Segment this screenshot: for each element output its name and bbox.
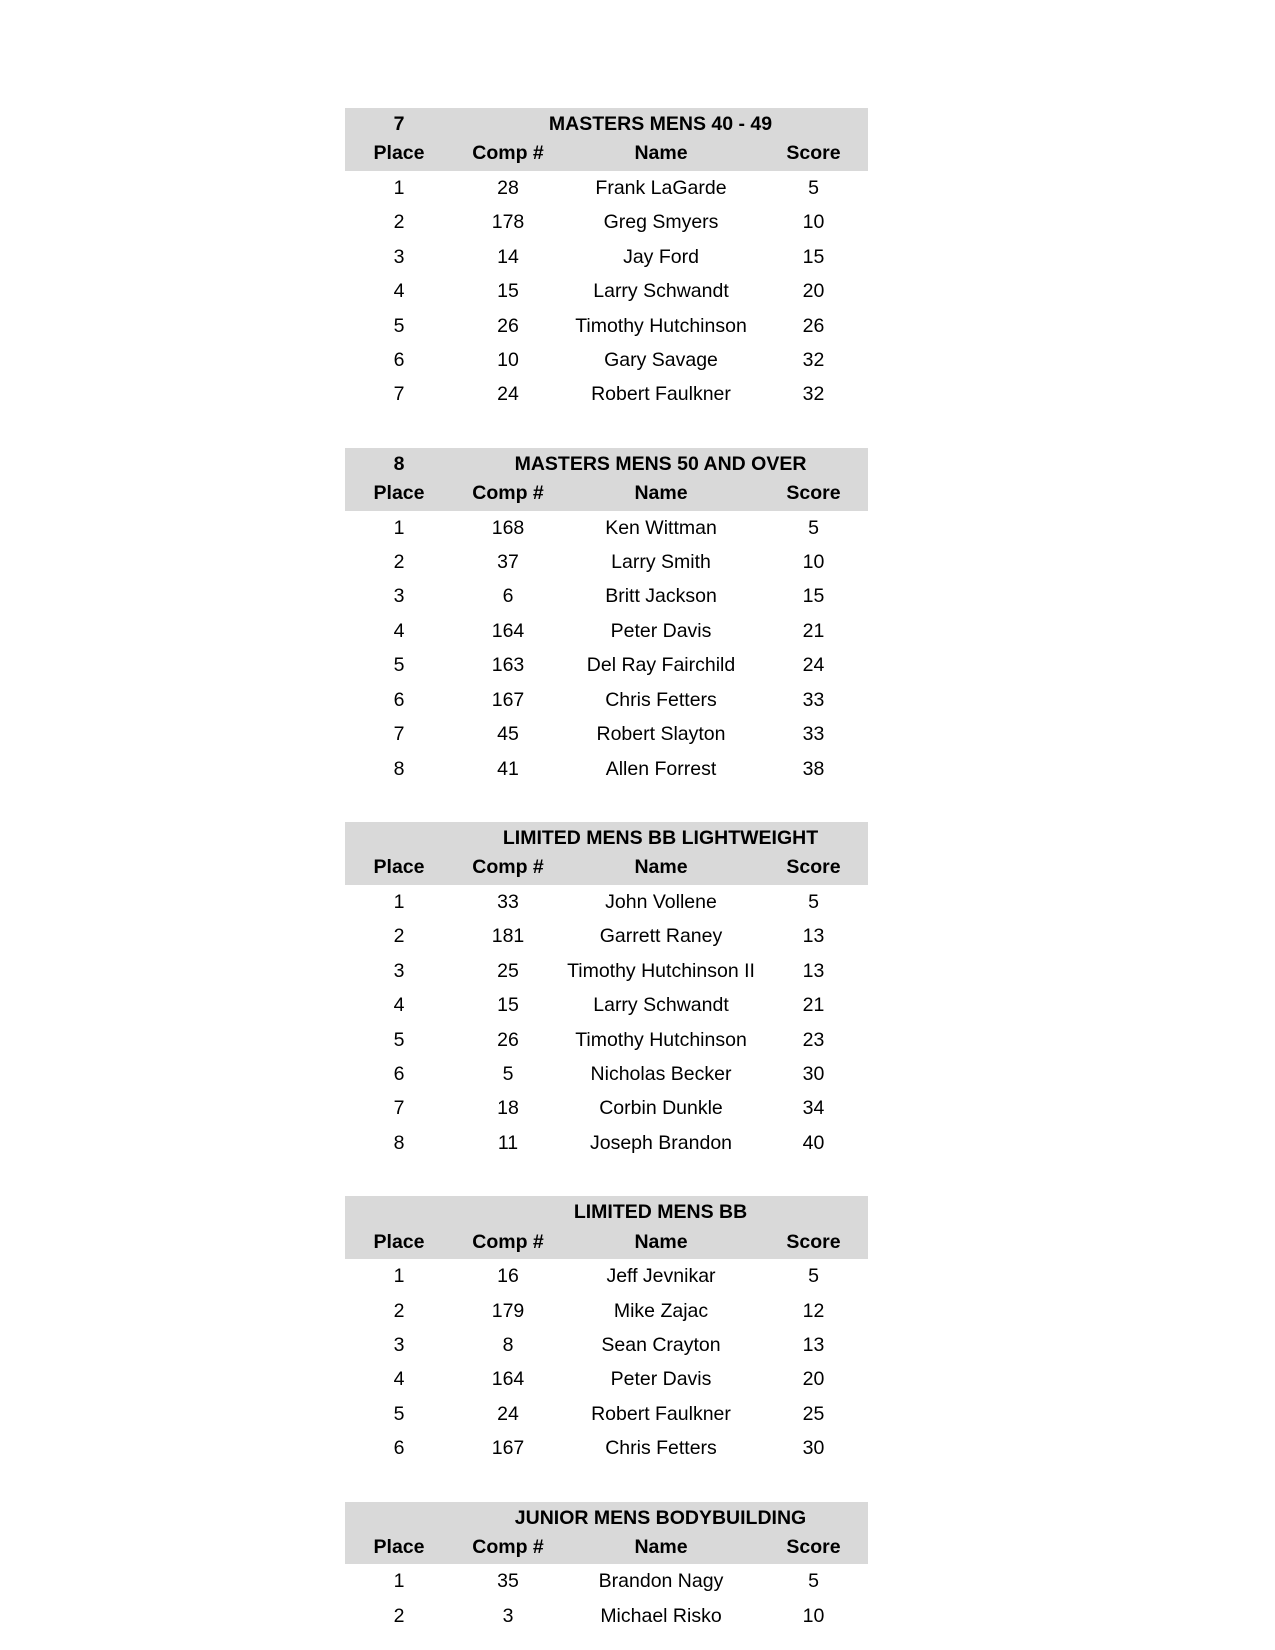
table-row: [345, 614, 868, 648]
cell-score: 33: [759, 683, 868, 717]
cell-competitor-name: Larry Schwandt: [563, 988, 759, 1022]
cell-place: 4: [345, 988, 453, 1022]
category-number: [345, 1196, 453, 1227]
cell-score: 20: [759, 1362, 868, 1396]
table-row: [345, 1126, 868, 1160]
cell-comp-number: 168: [453, 511, 563, 545]
column-header-comp: Comp #: [453, 1228, 563, 1259]
category-block: [345, 108, 868, 412]
cell-score: 5: [759, 171, 868, 205]
column-header-comp: Comp #: [453, 139, 563, 170]
cell-competitor-name: Michael Risko: [563, 1599, 759, 1633]
cell-score: 30: [759, 1057, 868, 1091]
cell-competitor-name: Chris Fetters: [563, 683, 759, 717]
cell-place: 2: [345, 1599, 453, 1633]
cell-comp-number: 163: [453, 648, 563, 682]
results-table: [345, 108, 868, 412]
category-title-row: [345, 108, 868, 139]
table-row: [345, 205, 868, 239]
cell-competitor-name: Corbin Dunkle: [563, 1091, 759, 1125]
cell-competitor-name: Frank LaGarde: [563, 171, 759, 205]
cell-score: 21: [759, 988, 868, 1022]
cell-score: 10: [759, 1599, 868, 1633]
category-title: JUNIOR MENS BODYBUILDING: [453, 1502, 868, 1533]
cell-place: 1: [345, 1564, 453, 1598]
results-table: [345, 1502, 868, 1634]
category-title: LIMITED MENS BB: [453, 1196, 868, 1227]
table-row: [345, 919, 868, 953]
cell-comp-number: 41: [453, 752, 563, 786]
cell-place: 5: [345, 309, 453, 343]
cell-comp-number: 24: [453, 1397, 563, 1431]
cell-score: 20: [759, 274, 868, 308]
cell-comp-number: 33: [453, 885, 563, 919]
cell-score: 25: [759, 1397, 868, 1431]
table-row: [345, 1362, 868, 1396]
cell-score: 10: [759, 545, 868, 579]
cell-place: 4: [345, 614, 453, 648]
table-row: [345, 511, 868, 545]
cell-comp-number: 25: [453, 954, 563, 988]
cell-comp-number: 164: [453, 1362, 563, 1396]
cell-comp-number: 6: [453, 579, 563, 613]
cell-competitor-name: Peter Davis: [563, 1362, 759, 1396]
cell-place: 6: [345, 683, 453, 717]
cell-comp-number: 28: [453, 171, 563, 205]
column-header-score: Score: [759, 1533, 868, 1564]
cell-place: 8: [345, 752, 453, 786]
cell-comp-number: 26: [453, 1023, 563, 1057]
cell-competitor-name: Robert Faulkner: [563, 377, 759, 411]
cell-competitor-name: Greg Smyers: [563, 205, 759, 239]
cell-competitor-name: Sean Crayton: [563, 1328, 759, 1362]
cell-score: 5: [759, 511, 868, 545]
cell-place: 6: [345, 1057, 453, 1091]
cell-competitor-name: Joseph Brandon: [563, 1126, 759, 1160]
table-row: [345, 377, 868, 411]
cell-competitor-name: Britt Jackson: [563, 579, 759, 613]
cell-competitor-name: Brandon Nagy: [563, 1564, 759, 1598]
cell-comp-number: 167: [453, 1431, 563, 1465]
results-table: [345, 448, 868, 786]
cell-place: 1: [345, 885, 453, 919]
category-number: [345, 822, 453, 853]
cell-score: 26: [759, 309, 868, 343]
cell-score: 12: [759, 1294, 868, 1328]
cell-score: 21: [759, 614, 868, 648]
cell-competitor-name: Jeff Jevnikar: [563, 1259, 759, 1293]
cell-competitor-name: Gary Savage: [563, 343, 759, 377]
cell-competitor-name: Allen Forrest: [563, 752, 759, 786]
cell-place: 6: [345, 343, 453, 377]
cell-comp-number: 10: [453, 343, 563, 377]
table-row: [345, 274, 868, 308]
category-block: [345, 448, 868, 786]
cell-comp-number: 18: [453, 1091, 563, 1125]
column-header-row: [345, 139, 868, 170]
table-row: [345, 1328, 868, 1362]
cell-comp-number: 14: [453, 240, 563, 274]
category-number: 8: [345, 448, 453, 479]
cell-competitor-name: Robert Slayton: [563, 717, 759, 751]
category-block: [345, 822, 868, 1160]
table-row: [345, 1023, 868, 1057]
cell-score: 40: [759, 1126, 868, 1160]
column-header-score: Score: [759, 853, 868, 884]
cell-place: 2: [345, 545, 453, 579]
cell-place: 5: [345, 1397, 453, 1431]
category-block: [345, 1502, 868, 1634]
cell-score: 34: [759, 1091, 868, 1125]
cell-place: 6: [345, 1431, 453, 1465]
cell-place: 3: [345, 954, 453, 988]
category-title-row: [345, 822, 868, 853]
cell-place: 1: [345, 511, 453, 545]
table-row: [345, 1564, 868, 1598]
cell-comp-number: 16: [453, 1259, 563, 1293]
cell-place: 5: [345, 1023, 453, 1057]
column-header-comp: Comp #: [453, 1533, 563, 1564]
cell-competitor-name: John Vollene: [563, 885, 759, 919]
table-row: [345, 579, 868, 613]
cell-competitor-name: Nicholas Becker: [563, 1057, 759, 1091]
cell-competitor-name: Jay Ford: [563, 240, 759, 274]
cell-score: 5: [759, 885, 868, 919]
cell-place: 3: [345, 1328, 453, 1362]
column-header-name: Name: [563, 853, 759, 884]
column-header-comp: Comp #: [453, 853, 563, 884]
cell-score: 15: [759, 240, 868, 274]
category-title-row: [345, 1196, 868, 1227]
cell-competitor-name: Chris Fetters: [563, 1431, 759, 1465]
table-row: [345, 343, 868, 377]
cell-place: 2: [345, 919, 453, 953]
cell-place: 2: [345, 205, 453, 239]
cell-score: 15: [759, 579, 868, 613]
cell-comp-number: 35: [453, 1564, 563, 1598]
cell-comp-number: 8: [453, 1328, 563, 1362]
cell-competitor-name: Ken Wittman: [563, 511, 759, 545]
category-number: 7: [345, 108, 453, 139]
cell-competitor-name: Del Ray Fairchild: [563, 648, 759, 682]
cell-score: 33: [759, 717, 868, 751]
results-table: [345, 1196, 868, 1465]
table-row: [345, 683, 868, 717]
cell-comp-number: 24: [453, 377, 563, 411]
cell-competitor-name: Mike Zajac: [563, 1294, 759, 1328]
cell-comp-number: 181: [453, 919, 563, 953]
category-title-row: [345, 448, 868, 479]
column-header-row: [345, 1533, 868, 1564]
category-title: MASTERS MENS 40 - 49: [453, 108, 868, 139]
cell-place: 3: [345, 579, 453, 613]
results-stack: [345, 108, 868, 1633]
table-row: [345, 988, 868, 1022]
table-row: [345, 1397, 868, 1431]
table-row: [345, 1091, 868, 1125]
cell-score: 38: [759, 752, 868, 786]
cell-comp-number: 164: [453, 614, 563, 648]
table-row: [345, 1599, 868, 1633]
cell-score: 13: [759, 919, 868, 953]
cell-comp-number: 178: [453, 205, 563, 239]
cell-competitor-name: Timothy Hutchinson II: [563, 954, 759, 988]
cell-competitor-name: Larry Smith: [563, 545, 759, 579]
table-row: [345, 717, 868, 751]
column-header-place: Place: [345, 139, 453, 170]
table-row: [345, 885, 868, 919]
cell-comp-number: 37: [453, 545, 563, 579]
cell-comp-number: 26: [453, 309, 563, 343]
cell-competitor-name: Larry Schwandt: [563, 274, 759, 308]
column-header-row: [345, 1228, 868, 1259]
column-header-place: Place: [345, 1533, 453, 1564]
table-row: [345, 1294, 868, 1328]
category-block: [345, 1196, 868, 1465]
cell-place: 7: [345, 377, 453, 411]
cell-place: 3: [345, 240, 453, 274]
cell-score: 32: [759, 343, 868, 377]
cell-place: 1: [345, 1259, 453, 1293]
cell-score: 13: [759, 954, 868, 988]
table-row: [345, 1057, 868, 1091]
cell-score: 24: [759, 648, 868, 682]
cell-competitor-name: Robert Faulkner: [563, 1397, 759, 1431]
column-header-score: Score: [759, 1228, 868, 1259]
category-title: LIMITED MENS BB LIGHTWEIGHT: [453, 822, 868, 853]
cell-comp-number: 5: [453, 1057, 563, 1091]
cell-score: 10: [759, 205, 868, 239]
column-header-place: Place: [345, 479, 453, 510]
column-header-comp: Comp #: [453, 479, 563, 510]
column-header-place: Place: [345, 1228, 453, 1259]
cell-score: 23: [759, 1023, 868, 1057]
table-row: [345, 1259, 868, 1293]
category-title-row: [345, 1502, 868, 1533]
cell-comp-number: 179: [453, 1294, 563, 1328]
column-header-place: Place: [345, 853, 453, 884]
cell-place: 4: [345, 274, 453, 308]
cell-comp-number: 15: [453, 274, 563, 308]
cell-score: 32: [759, 377, 868, 411]
table-row: [345, 1431, 868, 1465]
column-header-name: Name: [563, 1533, 759, 1564]
table-row: [345, 954, 868, 988]
category-title: MASTERS MENS 50 AND OVER: [453, 448, 868, 479]
cell-comp-number: 167: [453, 683, 563, 717]
table-row: [345, 545, 868, 579]
results-table: [345, 822, 868, 1160]
table-row: [345, 240, 868, 274]
column-header-name: Name: [563, 139, 759, 170]
column-header-score: Score: [759, 479, 868, 510]
cell-place: 1: [345, 171, 453, 205]
cell-place: 7: [345, 1091, 453, 1125]
cell-comp-number: 45: [453, 717, 563, 751]
cell-competitor-name: Peter Davis: [563, 614, 759, 648]
cell-score: 13: [759, 1328, 868, 1362]
cell-competitor-name: Garrett Raney: [563, 919, 759, 953]
cell-place: 7: [345, 717, 453, 751]
cell-comp-number: 11: [453, 1126, 563, 1160]
cell-competitor-name: Timothy Hutchinson: [563, 309, 759, 343]
column-header-name: Name: [563, 1228, 759, 1259]
table-row: [345, 752, 868, 786]
cell-place: 8: [345, 1126, 453, 1160]
table-row: [345, 309, 868, 343]
cell-score: 5: [759, 1564, 868, 1598]
table-row: [345, 648, 868, 682]
cell-competitor-name: Timothy Hutchinson: [563, 1023, 759, 1057]
column-header-score: Score: [759, 139, 868, 170]
cell-comp-number: 15: [453, 988, 563, 1022]
column-header-name: Name: [563, 479, 759, 510]
category-number: [345, 1502, 453, 1533]
cell-place: 4: [345, 1362, 453, 1396]
cell-place: 2: [345, 1294, 453, 1328]
table-row: [345, 171, 868, 205]
cell-comp-number: 3: [453, 1599, 563, 1633]
cell-score: 30: [759, 1431, 868, 1465]
column-header-row: [345, 853, 868, 884]
column-header-row: [345, 479, 868, 510]
cell-score: 5: [759, 1259, 868, 1293]
cell-place: 5: [345, 648, 453, 682]
